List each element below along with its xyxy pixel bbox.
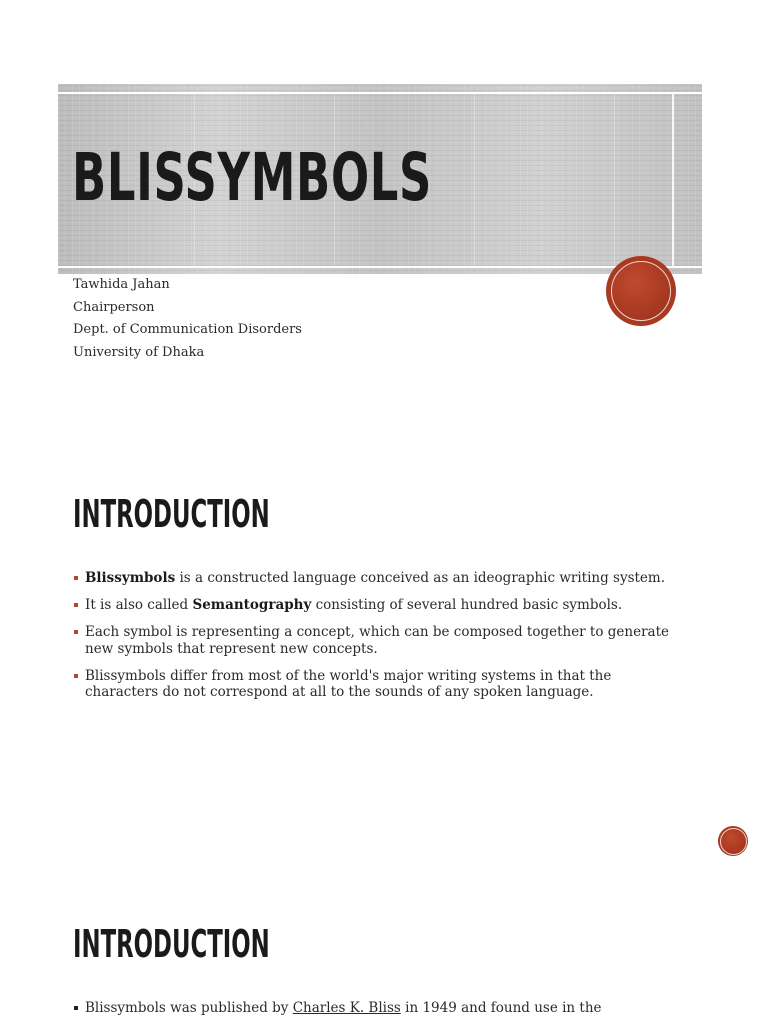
- banner-edge-line: [672, 94, 674, 266]
- bullet-text: Each symbol is representing a concept, which can be composed together to generate new symbols that represent new concepts.: [85, 624, 670, 657]
- bullet-text: is a constructed language conceived as an ideographic writing system.: [175, 570, 666, 586]
- bullet-list: [73, 570, 673, 711]
- author-block: [73, 274, 302, 364]
- bullet-text: in 1949 and found use in the: [400, 1000, 602, 1016]
- slide-title: BLISSYMBOLS: [72, 139, 433, 216]
- banner-top-inner-line: [58, 92, 702, 94]
- bullet-text: Blissymbols was published by: [85, 1000, 293, 1016]
- banner-panel-divider: [614, 94, 615, 266]
- author-role: Chairperson: [73, 299, 155, 315]
- bullet-text: consisting of several hundred basic symbols.: [311, 597, 623, 613]
- bold-term: Semantography: [192, 597, 312, 613]
- author-department: Dept. of Communication Disorders: [73, 322, 302, 337]
- list-item: [73, 597, 673, 614]
- author-university: University of Dhaka: [73, 344, 205, 360]
- bullet-list: [73, 1000, 673, 1024]
- bullet-text: Blissymbols differ from most of the world's major writing systems in that the characters do not correspond at all to the sounds of any spoken language.: [85, 667, 612, 700]
- banner-bottom-inner-line: [58, 266, 702, 268]
- list-item: [73, 624, 673, 657]
- bold-term: Blissymbols: [85, 570, 176, 586]
- author-name: Tawhida Jahan: [73, 277, 170, 292]
- slide-badge-icon: [607, 257, 675, 325]
- list-item: [73, 570, 673, 587]
- banner-panel-divider: [474, 94, 475, 266]
- list-item: [73, 1000, 673, 1017]
- charles-bliss-link[interactable]: Charles K. Bliss: [292, 1000, 401, 1016]
- list-item: [73, 668, 673, 701]
- bullet-text: It is also called: [85, 597, 193, 613]
- slide-badge-icon: [718, 826, 748, 856]
- section-heading: INTRODUCTION: [73, 492, 270, 536]
- section-heading: INTRODUCTION: [73, 922, 270, 966]
